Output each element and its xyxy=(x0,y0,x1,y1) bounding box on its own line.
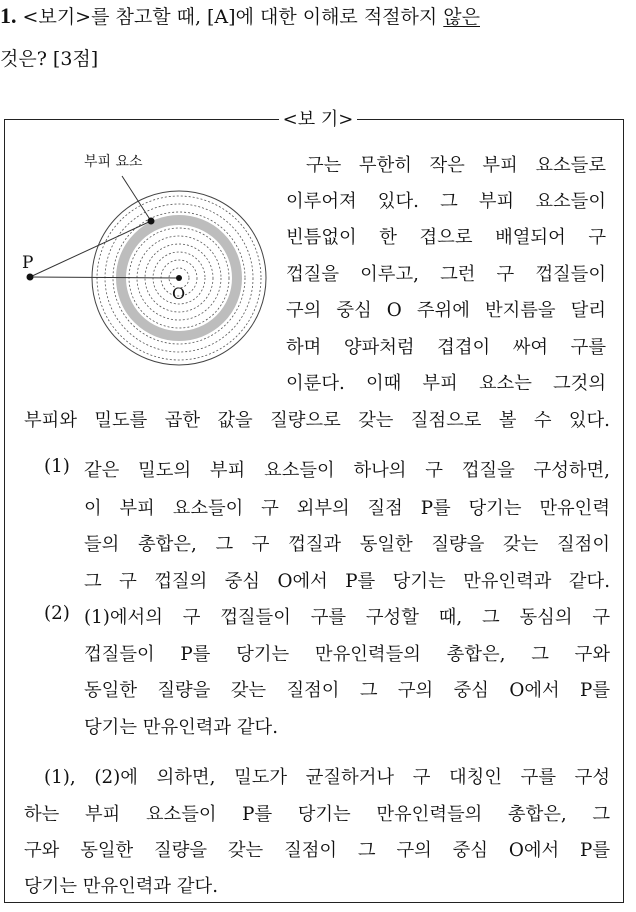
volume-element-label: 부피 요소 xyxy=(84,154,143,170)
item-2-line-4: 당기는 만유인력과 같다. xyxy=(84,717,279,738)
point-p-dot xyxy=(27,274,34,281)
item-1-line-1: 같은 밀도의 부피 요소들이 하나의 구 껍질을 구성하면, xyxy=(84,460,610,481)
intro-line-5: 구의 중심 O 주위에 반지름을 달리 xyxy=(286,300,606,321)
question-line-1 xyxy=(0,2,480,29)
conclusion-line-3: 구와 동일한 질량을 갖는 질점이 그 구의 중심 O에서 P를 xyxy=(24,840,610,861)
center-o-dot xyxy=(176,275,182,281)
conclusion-line-1: (1), (2)에 의하면, 밀도가 균질하거나 구 대칭인 구를 구성 xyxy=(44,767,610,788)
question-number: 1. xyxy=(0,3,17,28)
intro-line-4: 껍질을 이루고, 그런 구 껍질들이 xyxy=(286,264,606,285)
intro-full-line: 부피와 밀도를 곱한 값을 질량으로 갖는 질점으로 볼 수 있다. xyxy=(24,410,610,431)
item-1-marker: (1) xyxy=(44,456,70,477)
question-line-2 xyxy=(0,44,98,71)
intro-line-6: 하며 양파처럼 겹겹이 싸여 구를 xyxy=(286,337,606,358)
intro-line-1: 구는 무한히 작은 부피 요소들로 xyxy=(306,155,606,176)
sphere-figure xyxy=(22,148,282,398)
intro-line-2: 이루어져 있다. 그 부피 요소들이 xyxy=(286,191,606,212)
question-text: <보기>를 참고할 때, [A]에 대한 이해로 적절하지 xyxy=(22,6,444,28)
conclusion-line-4: 당기는 만유인력과 같다. xyxy=(24,876,219,897)
intro-line-3: 빈틈없이 한 겹으로 배열되어 구 xyxy=(286,227,606,248)
center-o-label: O xyxy=(172,284,186,303)
conclusion-line-2: 하는 부피 요소들이 P를 당기는 만유인력들의 총합은, 그 xyxy=(24,804,610,825)
item-2-line-2: 껍질들이 P를 당기는 만유인력들의 총합은, 그 구와 xyxy=(84,644,610,665)
item-2-line-3: 동일한 질량을 갖는 질점이 그 구의 중심 O에서 P를 xyxy=(84,680,610,701)
p-to-o-line xyxy=(30,277,179,278)
intro-line-7: 이룬다. 이때 부피 요소는 그것의 xyxy=(286,373,606,394)
label-leader-line xyxy=(122,176,151,221)
item-1-line-3: 들의 총합은, 그 구 껍질과 동일한 질량을 갖는 질점이 xyxy=(84,534,610,555)
volume-element-dot xyxy=(148,218,155,225)
item-1-line-4: 그 구 껍질의 중심 O에서 P를 당기는 만유인력과 같다. xyxy=(84,571,610,592)
point-p-label: P xyxy=(22,253,34,273)
item-2-line-1: (1)에서의 구 껍질들이 구를 구성할 때, 그 동심의 구 xyxy=(84,607,610,628)
item-2-marker: (2) xyxy=(44,603,70,624)
question-underlined-word: 않은 xyxy=(443,6,480,28)
item-1-line-2: 이 부피 요소들이 구 외부의 질점 P를 당기는 만유인력 xyxy=(84,498,610,519)
reference-box-title: <보 기> xyxy=(0,105,636,131)
question-text-cont: 것은? [3점] xyxy=(0,48,99,70)
